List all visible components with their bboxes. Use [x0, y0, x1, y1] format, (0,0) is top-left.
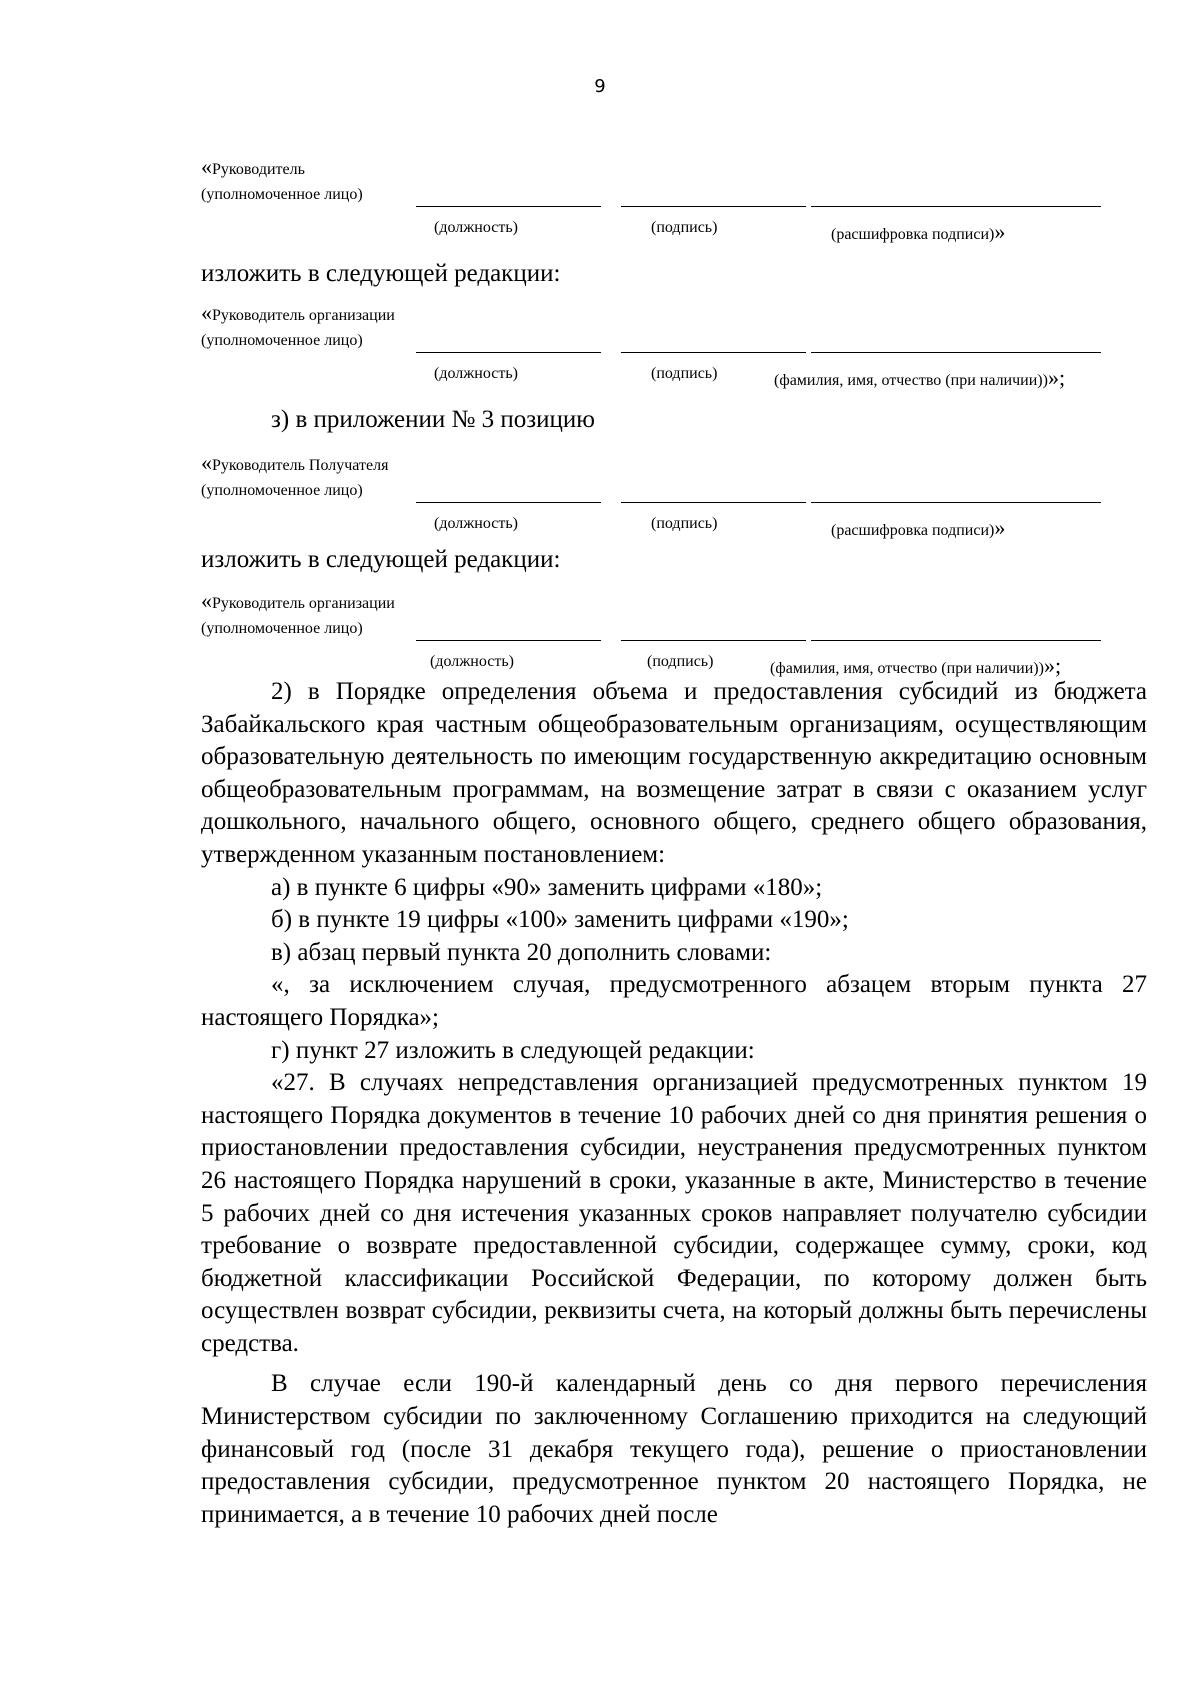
- paragraph-g: г) пункт 27 изложить в следующей редакции:: [271, 1036, 755, 1064]
- body-text: [201, 676, 1147, 1531]
- signature-caption: (подпись): [647, 653, 714, 670]
- position-line: [416, 502, 601, 503]
- name-caption: (фамилия, имя, отчество (при наличии)): [770, 660, 1044, 677]
- name-caption: (расшифровка подписи): [831, 522, 995, 539]
- signature-role: (уполномоченное лицо): [201, 482, 363, 499]
- item-z: з) в приложении № 3 позицию: [271, 406, 595, 433]
- signature-line: [621, 206, 806, 207]
- signature-line: [621, 640, 806, 641]
- position-caption: (должность): [434, 515, 518, 532]
- paragraph-27: «27. В случаях непредставления организацией предусмотренных пунктом 19 настоящего Порядка документов в течение 10 рабочих дней со дня принятия решения о приостановлении предоставления субсидии, неустранения предусмотренных пунктом 26 настоящего Порядка нарушений в сроки, указанные в акте, Министерство в течение 5 рабочих дней со дня истечения указанных сроков направляет получателю субсидии требование о возврате предоставленной субсидии, содержащее сумму, сроки, код бюджетной классификации Российской Федерации, по которому должен быть осуществлен возврат субсидии, реквизиты счета, на который должны быть перечислены средства.: [201, 1069, 1147, 1357]
- name-line: [811, 352, 1101, 353]
- signature-role: (уполномоченное лицо): [201, 332, 363, 349]
- name-caption: (расшифровка подписи): [831, 226, 995, 243]
- paragraph-v: в) абзац первый пункта 20 дополнить словами:: [271, 938, 772, 966]
- position-line: [416, 352, 601, 353]
- phrase-edit-2: изложить в следующей редакции:: [201, 546, 561, 573]
- signature-title: Руководитель Получателя: [212, 457, 389, 474]
- name-line: [811, 502, 1101, 503]
- name-line: [811, 206, 1101, 207]
- paragraph-190-day: В случае если 190-й календарный день со дня первого перечисления Министерством субсидии по заключенному Соглашению приходится на следующий финансовый год (после 31 декабря текущего года), решение о приостановлении предоставления субсидии, предусмотренное пунктом 20 настоящего Порядка, не принимается, а в течение 10 рабочих дней после: [201, 1370, 1147, 1528]
- position-line: [416, 206, 601, 207]
- signature-caption: (подпись): [651, 365, 718, 382]
- signature-title: Руководитель организации: [212, 595, 395, 612]
- position-caption: (должность): [434, 219, 518, 236]
- document-page: 9 «Руководитель (уполномоченное лицо) (должность) (подпись) (расшифровка подписи)» изложить в следующей редакции: «Руководитель организации (уполномоченное лицо) (должность) (подпись) (фамилия, имя, отчество (при наличии))»; з) в приложении № 3 позицию «Руководитель Получателя (уполномоченное лицо) (должность) (подпись) (расшифровка подписи)» изложить в следующей редакции: «Руководитель организации (уполномоченное лицо) (должность) (подпись) (фамилия, имя, отчество (при наличии))»; 2) в Порядке определения объема и предоставления субсидий из бюджета Забайкальского края частным общеобразовательным организациям, осуществляющим образовательную деятельность по имеющим государственную аккредитацию основным общеобразовательным программам, на возмещение затрат в связи с оказанием услуг дошкольного, начального общего, основного общего, среднего общего образования, утвержденном указанным постановлением: а) в пункте 6 цифры «90» заменить цифрами «180»; б) в пункте 19 цифры «100» заменить цифрами «190»; в) абзац первый пункта 20 дополнить словами: «, за исключением случая, предусмотренного абзацем вторым пункта 27 настоящего Порядка»; г) пункт 27 изложить в следующей редакции: «27. В случаях непредставления организацией предусмотренных пунктом 19 настоящего Порядка документов в течение 10 рабочих дней со дня принятия решения о приостановлении предоставления субсидии, неустранения предусмотренных пунктом 26 настоящего Порядка нарушений в сроки, указанные в акте, Министерство в течение 5 рабочих дней со дня истечения указанных сроков направляет получателю субсидии требование о возврате предоставленной субсидии, содержащее сумму, сроки, код бюджетной классификации Российской Федерации, по которому должен быть осуществлен возврат субсидии, реквизиты счета, на который должны быть перечислены средства. В случае если 190-й календарный день со дня первого перечисления Министерством субсидии по заключенному Соглашению приходится на следующий финансовый год (после 31 декабря текущего года), решение о приостановлении предоставления субсидии, предусмотренное пунктом 20 настоящего Порядка, не принимается, а в течение 10 рабочих дней после: [0, 0, 1200, 1697]
- paragraph-b: б) в пункте 19 цифры «100» заменить цифрами «190»;: [271, 906, 849, 934]
- page-number: 9: [594, 76, 606, 97]
- paragraph-v-quote: «, за исключением случая, предусмотренного абзацем вторым пункта 27 настоящего Порядка»;: [201, 971, 1147, 1031]
- position-line: [416, 640, 601, 641]
- paragraph-2: 2) в Порядке определения объема и предоставления субсидий из бюджета Забайкальского края частным общеобразовательным организациям, осуществляющим образовательную деятельность по имеющим государственную аккредитацию основным общеобразовательным программам, на возмещение затрат в связи с оказанием услуг дошкольного, начального общего, основного общего, среднего общего образования, утвержденном указанным постановлением:: [201, 678, 1147, 868]
- signature-title: Руководитель организации: [212, 307, 395, 324]
- position-caption: (должность): [434, 365, 518, 382]
- name-caption: (фамилия, имя, отчество (при наличии)): [774, 372, 1048, 389]
- name-line: [811, 640, 1101, 641]
- signature-caption: (подпись): [651, 515, 718, 532]
- signature-role: (уполномоченное лицо): [201, 186, 363, 203]
- signature-role: (уполномоченное лицо): [201, 620, 363, 637]
- signature-line: [621, 352, 806, 353]
- phrase-edit-1: изложить в следующей редакции:: [201, 260, 561, 287]
- position-caption: (должность): [430, 653, 514, 670]
- paragraph-a: а) в пункте 6 цифры «90» заменить цифрами «180»;: [271, 873, 823, 901]
- signature-title: Руководитель: [212, 161, 305, 178]
- signature-caption: (подпись): [651, 219, 718, 236]
- signature-line: [621, 502, 806, 503]
